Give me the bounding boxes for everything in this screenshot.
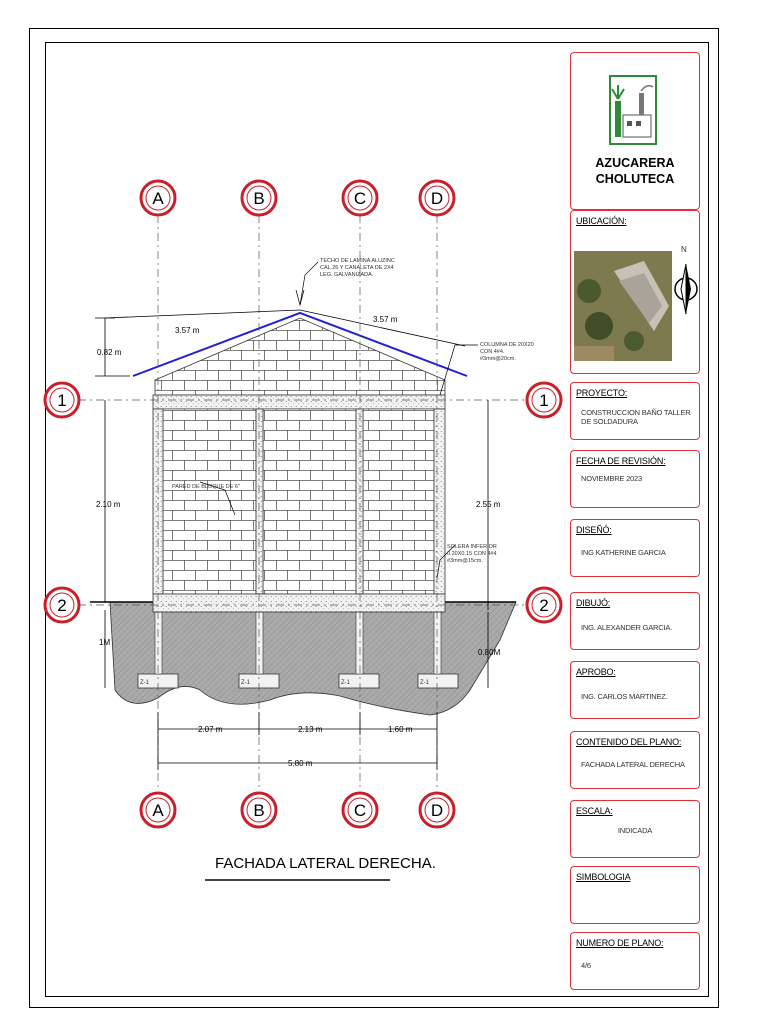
note-column-text-line-2: #3mm@20cm.	[480, 356, 516, 362]
north-arrow-icon	[673, 259, 699, 319]
axis-bubble-bottom-d-label: D	[430, 801, 444, 820]
note-roof	[320, 258, 396, 278]
approver-box	[570, 661, 700, 719]
axis-bubble-bottom-d	[420, 793, 454, 827]
wall-panel-ab	[163, 409, 256, 594]
dim-roof-rise: 0.82 m	[97, 348, 122, 357]
symbology-label: SIMBOLOGIA	[576, 872, 631, 882]
project-value: CONSTRUCCION BAÑO TALLER DE SOLDADURA	[581, 408, 691, 426]
location-label: UBICACIÓN:	[576, 216, 627, 226]
location-box	[570, 210, 700, 374]
pedestal-b	[256, 612, 263, 674]
company-name	[571, 155, 699, 187]
approver-label: APROBO:	[576, 667, 616, 677]
pedestal-d	[434, 612, 441, 674]
column-c	[356, 409, 363, 594]
company-name-line2: CHOLUTECA	[595, 172, 675, 186]
note-solera	[447, 544, 498, 564]
pedestal-c	[356, 612, 363, 674]
dim-total-width: 5.80 m	[288, 759, 313, 768]
company-logo	[609, 75, 657, 145]
axis-bubble-right-2-label: 2	[539, 596, 549, 615]
scale-box	[570, 800, 700, 858]
pedestal-a	[155, 612, 162, 674]
note-column	[480, 342, 535, 362]
axis-bubble-right-1	[527, 383, 561, 417]
column-d	[434, 409, 445, 594]
axis-bubble-top-b-label: B	[253, 189, 265, 208]
note-roof-text-line-2: LEG. GALVANIZADA.	[320, 272, 374, 278]
dim-span-cd: 1.60 m	[388, 725, 413, 734]
sheet-number-label: NUMERO DE PLANO:	[576, 938, 664, 948]
axis-bubble-top-a-label: A	[152, 189, 164, 208]
designer-box	[570, 519, 700, 577]
dim-roof-left: 3.57 m	[175, 326, 200, 335]
axis-bubble-left-1-label: 1	[57, 391, 67, 410]
dim-span-bc: 2.13 m	[298, 725, 323, 734]
footing-tag-b: Z-1	[241, 680, 250, 686]
note-roof-text-line-1: CAL.26 Y CANALETA DE 2X4	[320, 265, 394, 271]
drawing-title: FACHADA LATERAL DERECHA.	[215, 855, 436, 872]
sheet-number-value: 4/6	[581, 961, 591, 970]
axis-bubble-top-d	[420, 181, 454, 215]
drafter-value: ING. ALEXANDER GARCIA.	[581, 623, 673, 632]
scale-value: INDICADA	[617, 826, 653, 835]
note-column-text-line-1: CON 4#4.	[480, 349, 505, 355]
axis-bubble-top-a	[141, 181, 175, 215]
soil-fill	[110, 602, 516, 715]
project-label: PROYECTO:	[576, 388, 628, 398]
scale-label: ESCALA:	[576, 806, 613, 816]
dim-span-ab: 2.07 m	[198, 725, 223, 734]
footing-tag-a: Z-1	[140, 680, 149, 686]
dim-roof-right: 3.57 m	[373, 315, 398, 324]
axis-bubble-bottom-c-label: C	[353, 801, 367, 820]
note-wall: PARED DE BLOQUE DE 6"	[172, 484, 240, 490]
content-box	[570, 731, 700, 789]
content-value: FACHADA LATERAL DERECHA	[581, 760, 685, 769]
axis-bubble-top-c	[343, 181, 377, 215]
axis-bubble-left-2	[45, 588, 79, 622]
dim-foundation-left: 1M	[99, 638, 111, 647]
north-label: N	[681, 245, 687, 254]
axis-bubble-bottom-b	[242, 793, 276, 827]
wall-panel-bc	[263, 409, 356, 594]
axis-bubble-bottom-c	[343, 793, 377, 827]
dim-wall-right: 2.55 m	[476, 500, 501, 509]
footing-tag-d: Z-1	[420, 680, 429, 686]
revision-date-value: NOVIEMBRE 2023	[581, 474, 642, 483]
content-label: CONTENIDO DEL PLANO:	[576, 737, 682, 747]
dim-wall-left: 2.10 m	[96, 500, 121, 509]
axis-bubble-left-1	[45, 383, 79, 417]
column-b	[256, 409, 263, 594]
company-name-line1: AZUCARERA	[595, 156, 675, 170]
axis-bubble-top-b	[242, 181, 276, 215]
symbology-box	[570, 866, 700, 924]
wall-panel-cd	[363, 409, 434, 594]
note-solera-text-line-1: 0.20X0.15 CON 4#4	[447, 551, 497, 557]
axis-bubble-top-c-label: C	[353, 189, 367, 208]
drafter-label: DIBUJÓ:	[576, 598, 611, 608]
logo-box	[570, 52, 700, 210]
sheet-number-box	[570, 932, 700, 990]
revision-date-label: FECHA DE REVISIÓN:	[576, 456, 666, 466]
bottom-beam	[153, 594, 445, 612]
axis-bubble-right-2	[527, 588, 561, 622]
note-column-text: COLUMNA DE 20X20	[480, 342, 534, 348]
note-solera-text-line-2: #3mm@15cm.	[447, 558, 483, 564]
approver-value: ING. CARLOS MARTINEZ.	[581, 692, 668, 701]
axis-bubble-bottom-b-label: B	[253, 801, 265, 820]
revision-date-box	[570, 450, 700, 508]
top-beam	[153, 395, 445, 409]
axis-bubble-top-d-label: D	[430, 189, 444, 208]
axis-bubble-bottom-a-label: A	[152, 801, 164, 820]
axis-bubble-right-1-label: 1	[539, 391, 549, 410]
note-solera-text: SOLERA INFERIOR	[447, 544, 497, 550]
footing-tag-c: Z-1	[341, 680, 350, 686]
designer-value: ING KATHERINE GARCIA	[581, 548, 666, 557]
designer-label: DISEÑÓ:	[576, 525, 612, 535]
dim-foundation-right: 0.80M	[478, 648, 501, 657]
drafter-box	[570, 592, 700, 650]
note-roof-text: TECHO DE LAMINA ALUZINC	[320, 258, 395, 264]
axis-bubble-left-2-label: 2	[57, 596, 67, 615]
axis-bubble-bottom-a	[141, 793, 175, 827]
project-box	[570, 382, 700, 440]
location-map	[574, 251, 672, 361]
